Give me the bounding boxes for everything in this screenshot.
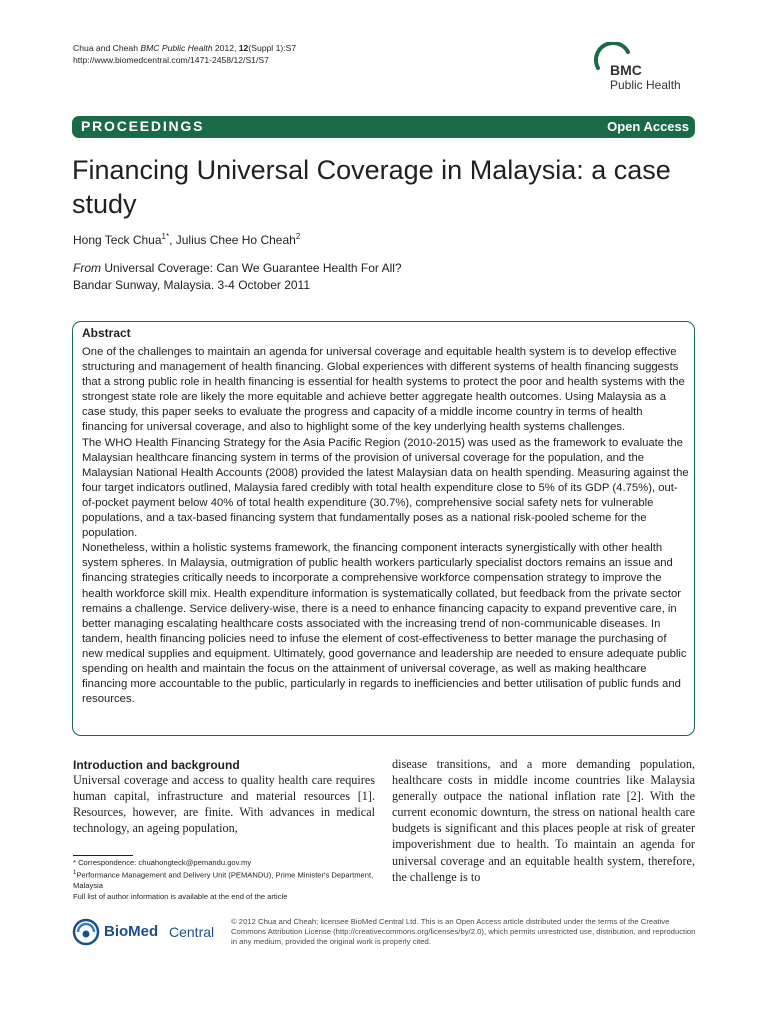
footnotes <box>73 858 378 902</box>
conference-info <box>73 260 402 294</box>
body-text-right-column: disease transitions, and a more demanding population, healthcare costs in middle income countries like Malaysia generally outpace the national inflation rate [2]. With the current economic downturn, the stress on national health care budgets is significant and this places people at risk of greater impoverishment due to health. To maintain an agenda for universal coverage and an equitable health system, therefore, the challenge is to <box>392 757 695 884</box>
abstract-paragraph: Nonetheless, within a holistic systems framework, the financing component interacts synergistically with other health system spheres. In Malaysia, outmigration of public health workers particularly specialist doctors remains an issue and financing strategies critically needs to incorporate a comprehensive workforce compensation strategy to improve the health workforce skill mix. Health expenditure information is systematically collated, but feedback from the private sector remains a challenge. Service delivery-wise, there is a need to enhance financing capacity to expand preventive care, in better managing escalating healthcare costs associated with the increasing trend of non-communicable diseases. In tandem, health financing policies need to infuse the element of cost-effectiveness to better manage the purchasing of new medical supplies and equipment. Ultimately, good governance and leadership are needed to ensure adequate public spending on health and maintain the focus on the attainment of universal coverage, as well as making healthcare financing more accountable to the public, particularly in regards to inefficiencies and better utilisation of public funds and resources. <box>82 542 687 706</box>
conference-name-line <box>73 260 402 277</box>
author-info-note: Full list of author information is available at the end of the article <box>73 891 288 901</box>
article-type-label: PROCEEDINGS <box>81 118 205 134</box>
citation-volume: 12 <box>238 43 249 53</box>
footnote-divider <box>73 855 133 856</box>
open-access-label: Open Access <box>607 119 689 134</box>
license-statement: © 2012 Chua and Cheah; licensee BioMed Central Ltd. This is an Open Access article distributed under the terms of the Creative Commons Attribution License (http://creativecommons.org/licenses/by/2.0), which permits unrestricted use, distribution, and reproduction in any medium, provided the original work is properly cited. <box>231 917 696 947</box>
abstract-paragraph: One of the challenges to maintain an agenda for universal coverage and equitable health system is to develop effective structuring and management of health financing. Global experiences with different systems of health financing suggests that a strong public role in health financing is essential for health systems to protect the poor and health systems with the strongest state role are likely the more equitable and achieve better aggregate health outcomes. Using Malaysia as a case study, this paper seeks to evaluate the progress and capacity of a middle income country in terms of health financing for universal coverage, and also to highlight some of the key underlying health systems challenges. <box>82 346 685 434</box>
author-list <box>73 232 300 247</box>
citation-authors: Chua and Cheah <box>73 43 141 53</box>
from-label: From <box>73 261 101 275</box>
publisher-logo-central: Central <box>169 924 215 940</box>
conference-place: Bandar Sunway, Malaysia. 3-4 October 2011 <box>73 278 311 292</box>
affiliation-marker: 1 <box>73 870 77 877</box>
journal-logo-name: Public Health <box>610 78 681 92</box>
author-separator: , <box>169 233 176 247</box>
citation-issue: (Suppl 1):S7 <box>248 43 297 53</box>
author-affiliation-marker: 1* <box>161 232 170 241</box>
journal-logo <box>594 42 696 96</box>
affiliation-text: Performance Management and Delivery Unit (PEMANDU), Prime Minister's Department, Malaysia <box>73 870 374 891</box>
citation-line <box>73 42 296 54</box>
biomed-central-emblem-icon <box>72 918 100 946</box>
abstract-body <box>82 345 689 707</box>
section-heading: Introduction and background <box>73 758 240 772</box>
author-name: Julius Chee Ho Cheah <box>175 233 296 247</box>
article-title: Financing Universal Coverage in Malaysia: a case study <box>72 155 671 219</box>
citation-header <box>73 42 296 66</box>
publisher-logo <box>72 918 222 948</box>
conference-name: Universal Coverage: Can We Guarantee Health For All? <box>101 261 402 275</box>
correspondence-note: * Correspondence: chuahongteck@pemandu.gov.my <box>73 858 252 867</box>
body-text-left-column: Universal coverage and access to quality health care requires human capital, infrastructure and material resources [1]. Resources, however, are finite. With advances in medical technology, an ageing population, <box>73 773 375 836</box>
article-url[interactable]: http://www.biomedcentral.com/1471-2458/12/S1/S7 <box>73 55 269 65</box>
journal-logo-bmc: BMC <box>610 62 642 78</box>
author-name: Hong Teck Chua <box>73 233 162 247</box>
abstract-heading: Abstract <box>82 326 131 340</box>
publisher-logo-biomed: BioMed <box>104 923 159 940</box>
abstract-paragraph: The WHO Health Financing Strategy for the Asia Pacific Region (2010-2015) was used as the framework to evaluate the Malaysian healthcare financing system in terms of the provision of universal coverage for the population, and the Malaysian National Health Accounts (2008) provided the latest Malaysian data on health spending. Measuring against the four target indicators outlined, Malaysia fared credibly with total health expenditure close to 5% of its GDP (4.75%), out-of-pocket payment below 40% of total health expenditure (30.7%), comprehensive social safety nets for vulnerable populations, and a tax-based financing system that fundamentally poses as a national risk-pooled scheme for the population. <box>82 436 689 540</box>
citation-year: 2012, <box>212 43 239 53</box>
author-affiliation-marker: 2 <box>295 232 301 241</box>
affiliation-note <box>73 868 378 891</box>
article-type-banner <box>72 116 695 138</box>
citation-journal: BMC Public Health <box>140 43 213 53</box>
